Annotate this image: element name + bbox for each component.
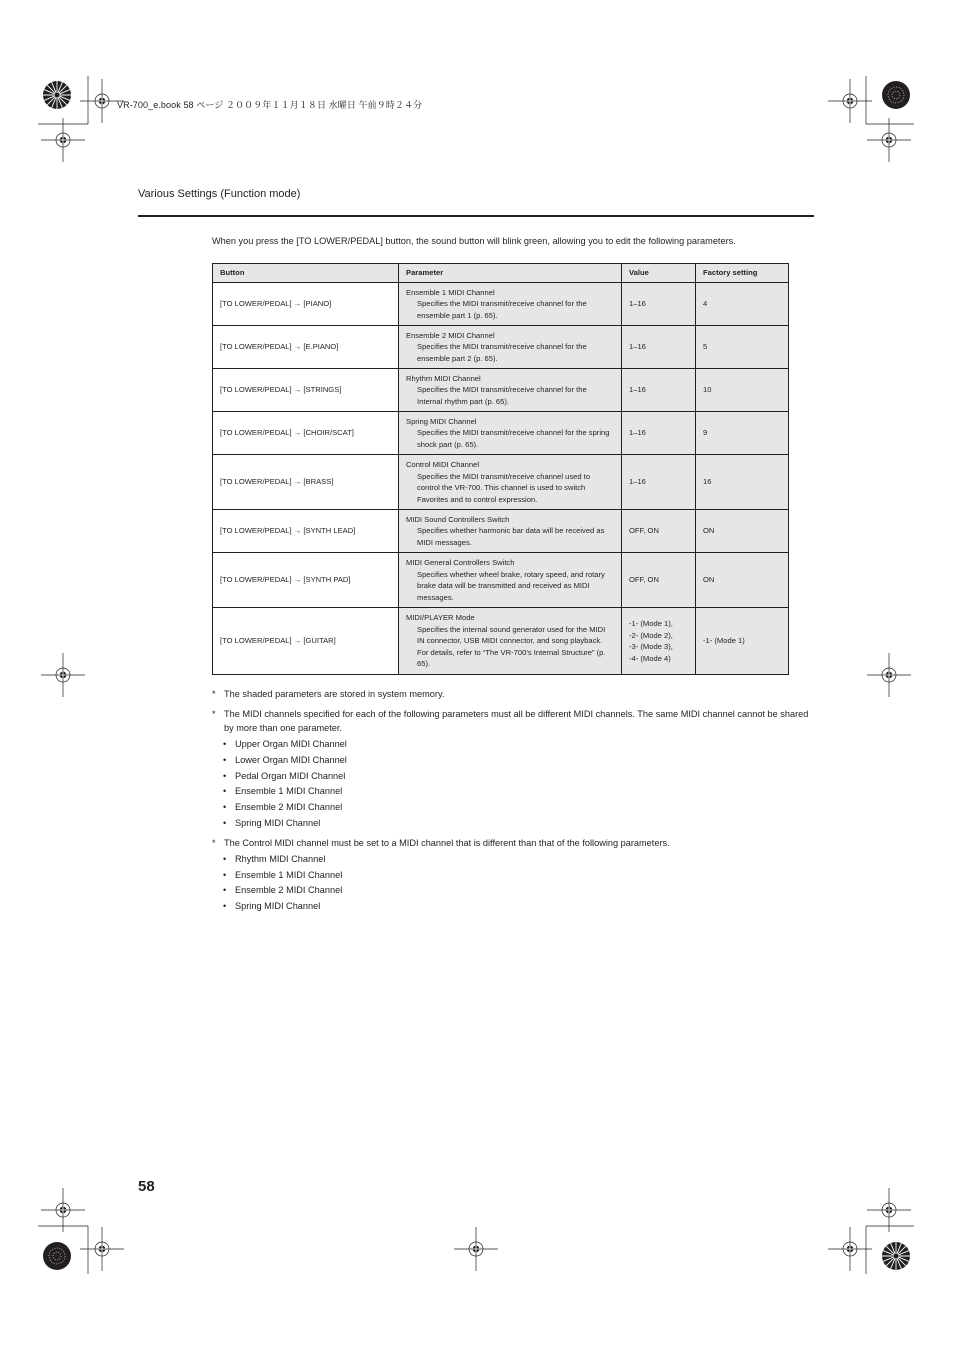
- asterisk-mark: *: [212, 709, 216, 719]
- list-item-text: Pedal Organ MIDI Channel: [235, 770, 346, 781]
- button-cell: [TO LOWER/PEDAL] → [STRINGS]: [213, 369, 399, 412]
- bullet-icon: •: [223, 770, 227, 781]
- note-shaded: [212, 687, 814, 701]
- button-cell: [TO LOWER/PEDAL] → [E.PIANO]: [213, 326, 399, 369]
- parameter-name: Control MIDI Channel: [406, 460, 480, 469]
- value-line: -1- (Mode 1),: [629, 619, 673, 628]
- section-title: Various Settings (Function mode): [138, 188, 301, 200]
- button-cell: [TO LOWER/PEDAL] → [SYNTH LEAD]: [213, 510, 399, 553]
- parameter-name: MIDI Sound Controllers Switch: [406, 514, 510, 524]
- column-header-button: Button: [213, 264, 399, 283]
- bullet-icon: •: [223, 739, 227, 749]
- parameter-description: Specifies the MIDI transmit/receive channel for the Internal rhythm part (p. 65).: [417, 385, 587, 406]
- button-cell: [TO LOWER/PEDAL] → [GUITAR]: [213, 608, 399, 675]
- table-row: [213, 510, 789, 553]
- note-text: The Control MIDI channel must be set to a MIDI channel that is different than that of the following parameters.: [224, 837, 670, 848]
- button-cell: [TO LOWER/PEDAL] → [PIANO]: [213, 283, 399, 326]
- notes-section: [212, 687, 814, 919]
- parameter-name: Rhythm MIDI Channel: [406, 373, 481, 383]
- table-row: [213, 553, 789, 608]
- bullet-icon: •: [223, 754, 227, 765]
- value-cell: [622, 608, 696, 675]
- list-item: [212, 784, 814, 800]
- parameter-name: Ensemble 2 MIDI Channel: [406, 330, 495, 340]
- factory-setting-cell: 5: [696, 326, 789, 369]
- list-item: [212, 800, 814, 816]
- list-item-text: Lower Organ MIDI Channel: [235, 754, 347, 765]
- table-row: [213, 608, 789, 675]
- parameter-cell: [399, 412, 622, 455]
- list-item-text: Rhythm MIDI Channel: [235, 853, 326, 864]
- parameter-description: Specifies whether harmonic bar data will be received as MIDI messages.: [417, 526, 605, 547]
- factory-setting-cell: 16: [696, 455, 789, 510]
- parameter-cell: [399, 553, 622, 608]
- table-row: [213, 412, 789, 455]
- parameter-description: Specifies the MIDI transmit/receive channel used to control the VR-700. This channel is used to switch Favorites and to control expression.: [417, 471, 591, 504]
- list-item: [212, 899, 814, 915]
- parameter-description: Specifies the internal sound generator used for the MIDI IN connector, USB MIDI connector, and song playback. For details, refer to “The VR-700’s Internal Structure” (p. 65).: [417, 624, 606, 669]
- parameter-cell: [399, 510, 622, 553]
- list-item: [212, 816, 814, 832]
- factory-setting-cell: ON: [696, 510, 789, 553]
- intro-paragraph: When you press the [TO LOWER/PEDAL] button, the sound button will blink green, allowing you to edit the following parameters.: [212, 236, 736, 246]
- value-cell: OFF, ON: [622, 553, 696, 608]
- list-item: [212, 868, 814, 884]
- list-item-text: Ensemble 2 MIDI Channel: [235, 885, 343, 896]
- asterisk-mark: *: [212, 837, 216, 848]
- parameter-name: Ensemble 1 MIDI Channel: [406, 287, 495, 297]
- list-item: [212, 737, 814, 753]
- table-row: [213, 369, 789, 412]
- parameter-table: [212, 263, 789, 675]
- parameter-cell: [399, 369, 622, 412]
- list-item: [212, 852, 814, 868]
- list-item: [212, 883, 814, 899]
- factory-setting-cell: 10: [696, 369, 789, 412]
- asterisk-mark: *: [212, 689, 216, 699]
- parameter-description: Specifies whether wheel brake, rotary speed, and rotary brake data will be transmitted and received as MIDI messages.: [417, 569, 605, 602]
- parameter-name: Spring MIDI Channel: [406, 416, 477, 426]
- column-header-value: Value: [622, 264, 696, 283]
- value-cell: 1–16: [622, 283, 696, 326]
- list-item-text: Spring MIDI Channel: [235, 901, 321, 912]
- note-control-channel: [212, 836, 814, 850]
- bullet-icon: •: [223, 786, 227, 797]
- note-text: The MIDI channels specified for each of the following parameters must all be different MIDI channels. The same MIDI channel cannot be shared by more than one parameter.: [224, 709, 809, 733]
- column-header-parameter: Parameter: [399, 264, 622, 283]
- factory-setting-cell: 4: [696, 283, 789, 326]
- factory-setting-cell: ON: [696, 553, 789, 608]
- bullet-icon: •: [223, 869, 227, 880]
- header-rule: [138, 215, 814, 217]
- value-line: -2- (Mode 2),: [629, 630, 673, 640]
- print-header: VR-700_e.book 58 ページ ２００９年１１月１８日 水曜日 午前９時２４分: [117, 100, 423, 110]
- table-row: [213, 283, 789, 326]
- bullet-icon: •: [223, 802, 227, 813]
- note-midi-channels: [212, 707, 814, 735]
- button-cell: [TO LOWER/PEDAL] → [CHOIR/SCAT]: [213, 412, 399, 455]
- list-item-text: Spring MIDI Channel: [235, 817, 321, 828]
- midi-channel-list: [212, 737, 814, 832]
- button-cell: [TO LOWER/PEDAL] → [BRASS]: [213, 455, 399, 510]
- value-cell: 1–16: [622, 369, 696, 412]
- factory-setting-cell: 9: [696, 412, 789, 455]
- list-item: [212, 753, 814, 769]
- table-row: [213, 455, 789, 510]
- table-row: [213, 326, 789, 369]
- parameter-cell: [399, 608, 622, 675]
- bullet-icon: •: [223, 885, 227, 896]
- control-channel-list: [212, 852, 814, 915]
- page-number: 58: [138, 1178, 155, 1195]
- list-item-text: Ensemble 2 MIDI Channel: [235, 802, 343, 813]
- parameter-description: Specifies the MIDI transmit/receive channel for the spring shock part (p. 65).: [417, 428, 610, 449]
- button-cell: [TO LOWER/PEDAL] → [SYNTH PAD]: [213, 553, 399, 608]
- parameter-cell: [399, 326, 622, 369]
- parameter-cell: [399, 283, 622, 326]
- list-item-text: Ensemble 1 MIDI Channel: [235, 869, 343, 880]
- value-line: -4- (Mode 4): [629, 653, 671, 663]
- parameter-cell: [399, 455, 622, 510]
- list-item-text: Ensemble 1 MIDI Channel: [235, 786, 343, 797]
- bullet-icon: •: [223, 817, 227, 828]
- parameter-name: MIDI/PLAYER Mode: [406, 613, 475, 623]
- note-text: The shaded parameters are stored in system memory.: [224, 689, 445, 699]
- bullet-icon: •: [223, 901, 227, 912]
- value-cell: OFF, ON: [622, 510, 696, 553]
- value-cell: 1–16: [622, 455, 696, 510]
- value-cell: 1–16: [622, 412, 696, 455]
- parameter-description: Specifies the MIDI transmit/receive channel for the ensemble part 2 (p. 65).: [417, 342, 587, 363]
- list-item-text: Upper Organ MIDI Channel: [235, 739, 347, 749]
- parameter-description: Specifies the MIDI transmit/receive channel for the ensemble part 1 (p. 65).: [417, 299, 587, 320]
- table-header-row: [213, 264, 789, 283]
- factory-setting-cell: -1- (Mode 1): [696, 608, 789, 675]
- value-cell: 1–16: [622, 326, 696, 369]
- value-line: -3- (Mode 3),: [629, 642, 673, 651]
- bullet-icon: •: [223, 853, 227, 864]
- list-item: [212, 769, 814, 785]
- parameter-name: MIDI General Controllers Switch: [406, 558, 515, 567]
- column-header-factory-setting: Factory setting: [696, 264, 789, 283]
